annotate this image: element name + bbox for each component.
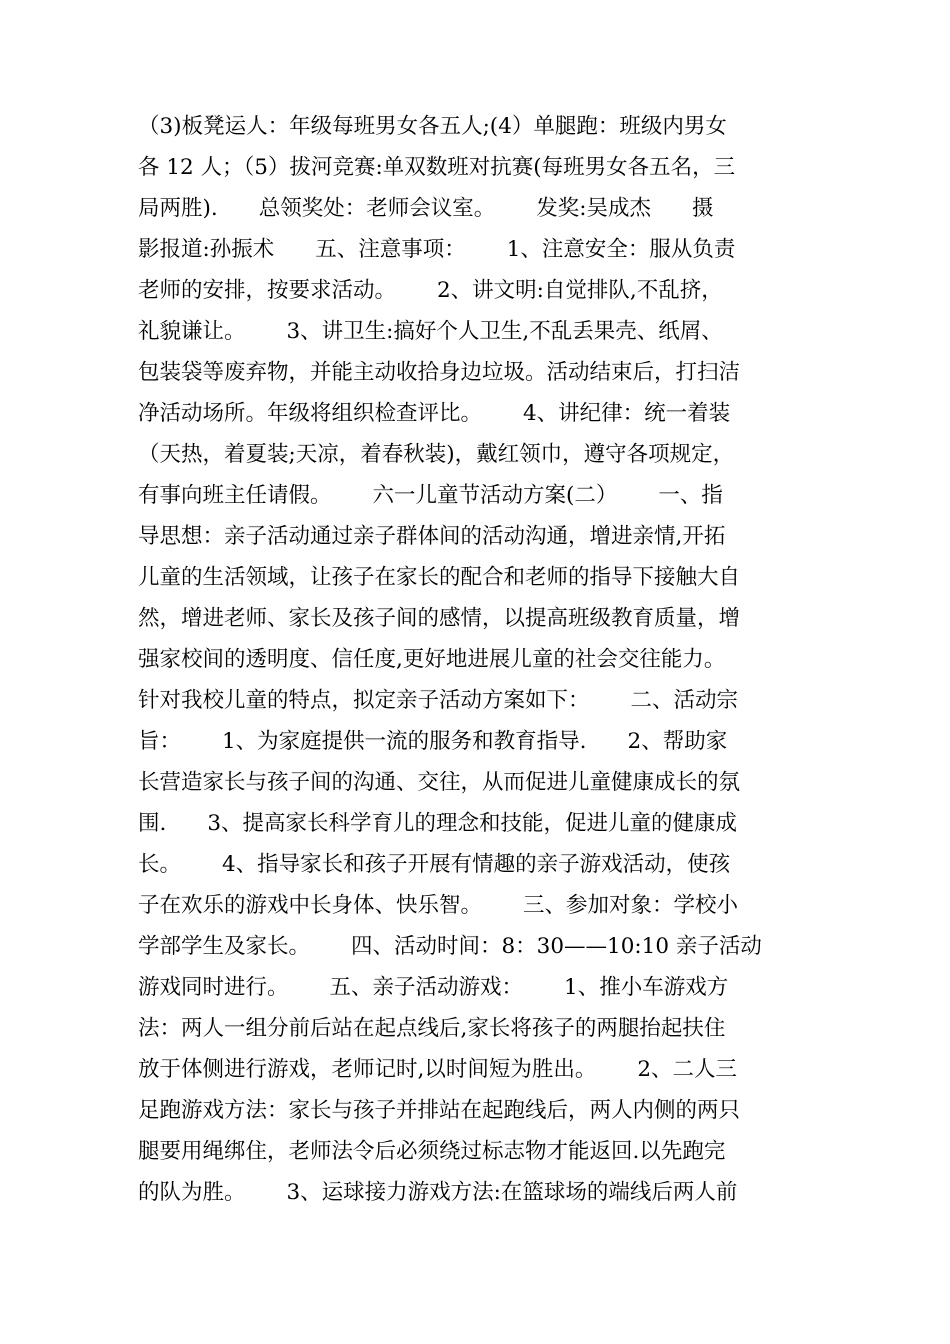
text-line: （天热，着夏装;天凉，着春秋装)，戴红领巾，遵守各项规定， bbox=[138, 442, 735, 467]
text-line: 局两胜). 总领奖处：老师会议室。 发奖:吴成杰 摄 bbox=[138, 196, 714, 221]
text-line: 儿童的生活领域，让孩子在家长的配合和老师的指导下接触大自 bbox=[138, 565, 741, 590]
text-line: 旨： 1、为家庭提供一流的服务和教育指导. 2、帮助家 bbox=[138, 729, 728, 754]
text-line: 礼貌谦让。 3、讲卫生:搞好个人卫生,不乱丢果壳、纸屑、 bbox=[138, 319, 723, 344]
body-text bbox=[138, 106, 818, 1213]
text-line: 包装袋等废弃物，并能主动收拾身边垃圾。活动结束后，打扫洁 bbox=[138, 360, 741, 385]
text-line: 子在欢乐的游戏中长身体、快乐智。 三、参加对象：学校小 bbox=[138, 893, 739, 918]
text-line: 游戏同时进行。 五、亲子活动游戏： 1、推小车游戏方 bbox=[138, 975, 729, 1000]
text-line: 净活动场所。年级将组织检查评比。 4、讲纪律：统一着装 bbox=[138, 401, 731, 426]
text-line: 腿要用绳绑住，老师法令后必须绕过标志物才能返回.以先跑完 bbox=[138, 1139, 726, 1164]
text-line: 足跑游戏方法：家长与孩子并排站在起跑线后，两人内侧的两只 bbox=[138, 1098, 741, 1123]
text-line: 强家校间的透明度、信任度,更好地进展儿童的社会交往能力。 bbox=[138, 647, 726, 672]
text-line: 然，增进老师、家长及孩子间的感情，以提高班级教育质量，增 bbox=[138, 606, 741, 631]
text-line: 导思想：亲子活动通过亲子群体间的活动沟通，增进亲情,开拓 bbox=[138, 524, 726, 549]
text-line: 有事向班主任请假。 六一儿童节活动方案(二） 一、指 bbox=[138, 483, 723, 508]
text-line: 的队为胜。 3、运球接力游戏方法:在篮球场的端线后两人前 bbox=[138, 1180, 738, 1205]
text-line: 长。 4、指导家长和孩子开展有情趣的亲子游戏活动，使孩 bbox=[138, 852, 731, 877]
text-line: 针对我校儿童的特点，拟定亲子活动方案如下： 二、活动宗 bbox=[138, 688, 739, 713]
text-line: 学部学生及家长。 四、活动时间：8：30——10:10 亲子活动 bbox=[138, 934, 762, 959]
text-line: 法：两人一组分前后站在起点线后,家长将孩子的两腿抬起扶住 bbox=[138, 1016, 726, 1041]
text-line: 长营造家长与孩子间的沟通、交往，从而促进儿童健康成长的氛 bbox=[138, 770, 741, 795]
text-line: （3)板凳运人：年级每班男女各五人;(4）单腿跑：班级内男女 bbox=[138, 114, 727, 139]
text-line: 围. 3、提高家长科学育儿的理念和技能，促进儿童的健康成 bbox=[138, 811, 738, 836]
text-line: 老师的安排，按要求活动。 2、讲文明:自觉排队,不乱挤， bbox=[138, 278, 723, 303]
text-line: 影报道:孙振术 五、注意事项： 1、注意安全：服从负责 bbox=[138, 237, 736, 262]
text-line: 各 12 人；（5）拔河竞赛:单双数班对抗赛(每班男女各五名，三 bbox=[138, 155, 736, 180]
text-line: 放于体侧进行游戏，老师记时,以时间短为胜出。 2、二人三 bbox=[138, 1057, 738, 1082]
